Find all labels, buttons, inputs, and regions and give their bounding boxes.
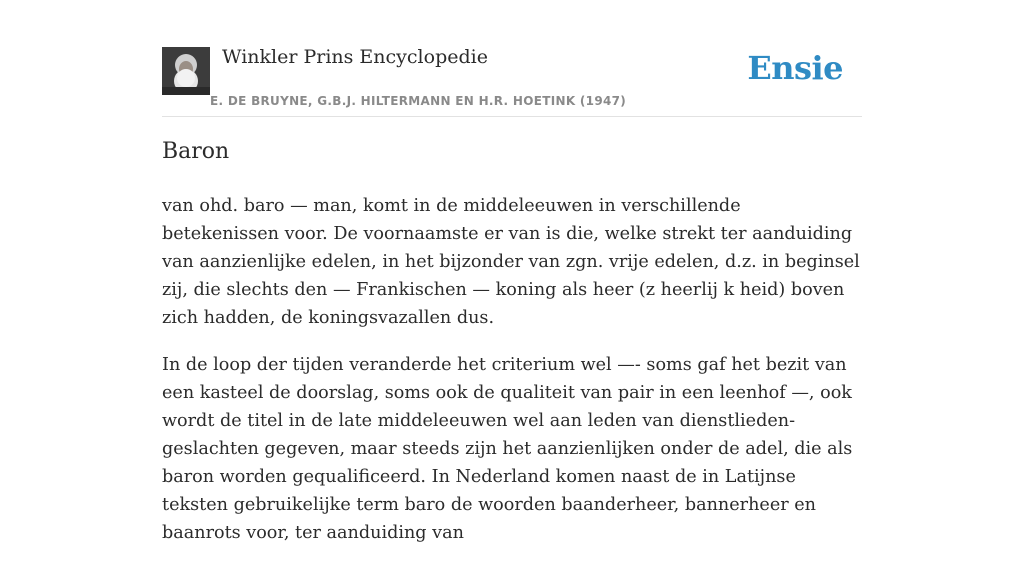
source-authors: E. DE BRUYNE, G.B.J. HILTERMANN EN H.R. HOETINK (1947) — [210, 94, 627, 108]
source-header — [162, 0, 862, 117]
article-title: Baron — [162, 139, 230, 164]
author-portrait-icon — [162, 47, 210, 95]
article-paragraph: van ohd. baro — man, komt in de middeleeuwen in verschillende betekenissen voor. De voornaamste er van is die, welke strekt ter aanduiding van aanzienlijke edelen, in het bijzonder van zgn. vrije edelen, d.z. in beginsel zij, die slechts den — Frankischen — koning als heer (z heerlij k heid) boven zich hadden, de koningsvazallen dus. — [162, 196, 860, 328]
source-title[interactable]: Winkler Prins Encyclopedie — [222, 46, 488, 68]
brand-logo[interactable]: Ensie — [747, 49, 843, 87]
page — [162, 0, 862, 543]
author-avatar[interactable] — [162, 47, 210, 95]
article-paragraph: In de loop der tijden veranderde het criterium wel —- soms gaf het bezit van een kasteel de doorslag, soms ook de qualiteit van pair in een leenhof —, ook wordt de titel in de late middeleeuwen wel aan leden van dienstlieden-geslachten gegeven, maar steeds zijn het aanzienlijken onder de adel, die als baron worden gequalificeerd. In Nederland komen naast de in Latijnse teksten gebruikelijke term baro de woorden baanderheer, bannerheer en baanrots voor, ter aanduiding van — [162, 355, 853, 543]
article-body — [162, 192, 862, 566]
